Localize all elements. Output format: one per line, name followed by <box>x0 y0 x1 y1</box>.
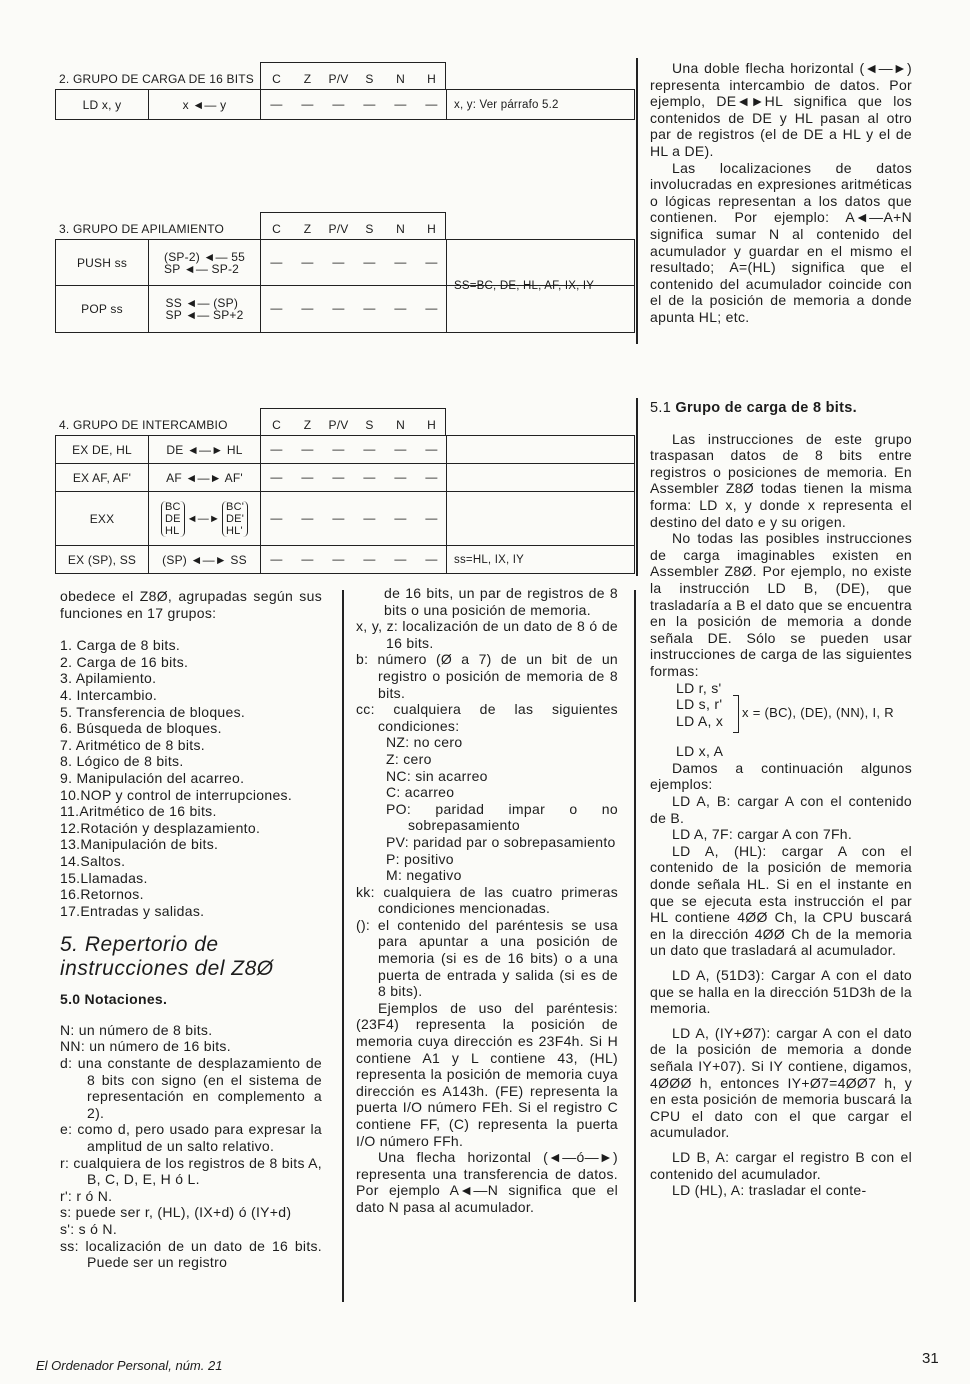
flags-cell <box>261 436 447 463</box>
table-row <box>56 436 634 464</box>
table-row <box>56 464 634 492</box>
table-row <box>56 90 634 119</box>
flag-dash: — <box>332 441 345 456</box>
list-item: Z: cero <box>386 750 432 767</box>
list-item: 13.Manipulación de bits. <box>60 836 219 853</box>
flag-dash: — <box>301 96 314 111</box>
operation-line: SP ◄— SP+2 <box>165 308 244 322</box>
left-column <box>60 588 322 1271</box>
notation-item: d: una constante de desplazamiento de 8 bits con signo (en el sistema de representación en complemento a 2). <box>60 1055 322 1121</box>
flag-dash: — <box>301 510 314 525</box>
flag-dash: — <box>332 551 345 566</box>
paragraph: Una doble flecha horizontal (◄—►) representa intercambio de datos. Por ejemplo, DE◄►HL significa que los contenidos de DE y HL pasan al otro par de registros (el de DE a HL y el de HL a DE). <box>650 60 912 159</box>
flag-dash: — <box>394 301 407 315</box>
flags-cell <box>261 90 447 119</box>
flag-dash: — <box>301 441 314 456</box>
form-item: LD r, s' <box>676 679 722 696</box>
form-item: LD x, A <box>676 743 724 760</box>
table-stack <box>55 212 635 333</box>
flag-dash: — <box>301 254 314 269</box>
flag-header-h: H <box>427 72 436 86</box>
operation-cell: AF ◄—► AF' <box>149 464 261 491</box>
table-exchange <box>55 408 635 574</box>
operation-cell: x ◄— y <box>149 90 261 119</box>
flag-dash: — <box>332 254 345 269</box>
flag-dash: — <box>394 551 407 566</box>
notation-item: e: como d, pero usado para expresar la amplitud de un salto relativo. <box>60 1121 322 1155</box>
operation-line: SS ◄— (SP) <box>165 296 239 310</box>
flag-dash: — <box>363 469 376 484</box>
instruction-cell: EX (SP), SS <box>56 546 149 573</box>
operation-cell <box>149 286 261 332</box>
column-rule <box>636 398 638 576</box>
flag-dash: — <box>270 254 283 269</box>
flag-header-n: N <box>396 72 405 86</box>
list-item: 14.Saltos. <box>60 852 126 869</box>
flag-dash: — <box>363 301 376 315</box>
list-item: 6. Búsqueda de bloques. <box>60 720 222 737</box>
section-heading <box>60 933 322 981</box>
example: LD B, A: cargar el registro B con el contenido del acumulador. <box>650 1148 912 1182</box>
paragraph: Damos a continuación algunos ejemplos: <box>650 759 912 793</box>
flag-dash: — <box>425 96 438 111</box>
example: LD A, (HL): cargar A con el contenido de la posición de memoria donde señala HL. Si en el instante en que se ejecuta esta instrucción el par HL contiene 4ØØ Ch, la CPU buscará en la dirección 4ØØ Ch de la memoria un dato que trasladará al acumulador. <box>650 842 912 959</box>
flag-dash: — <box>301 551 314 566</box>
table-load-16bit <box>55 62 635 120</box>
note-cell: SS=BC, DE, HL, AF, IX, IY <box>454 280 595 292</box>
table-title: 4. GRUPO DE INTERCAMBIO <box>59 418 228 432</box>
flag-header-pv: P/V <box>328 222 349 236</box>
flags-cell <box>261 240 447 285</box>
operation-cell: DE ◄—► HL <box>149 436 261 463</box>
operation-cell <box>149 492 261 545</box>
list-item: 4. Intercambio. <box>60 686 158 703</box>
right-column-top <box>650 60 912 326</box>
list-item: 15.Llamadas. <box>60 869 148 886</box>
example: LD A, B: cargar A con el contenido de B. <box>650 793 912 826</box>
table-header <box>55 212 635 239</box>
table-row <box>56 546 634 573</box>
flag-dash: — <box>332 510 345 525</box>
load-forms <box>650 680 912 760</box>
list-item: 1. Carga de 8 bits. <box>60 637 181 654</box>
flag-headers <box>260 408 446 435</box>
column-rule <box>634 590 636 1302</box>
table-header <box>55 408 635 435</box>
heading-text: Grupo de carga de 8 bits. <box>675 400 857 416</box>
flag-header-z: Z <box>303 418 312 432</box>
flag-dash: — <box>394 510 407 525</box>
flag-dash: — <box>270 510 283 525</box>
notation-item: r': r ó N. <box>60 1187 113 1204</box>
notation-item: NN: un número de 16 bits. <box>60 1038 231 1055</box>
group-list <box>60 637 322 919</box>
instruction-cell: EX AF, AF' <box>56 464 149 491</box>
flag-dash: — <box>425 301 438 315</box>
flag-dash: — <box>394 254 407 269</box>
form-item: LD s, r' <box>676 696 723 713</box>
flag-dash: — <box>425 510 438 525</box>
flag-header-pv: P/V <box>328 418 349 432</box>
register-bc-alt: BC' <box>226 500 245 513</box>
section-heading-line: instrucciones del Z8Ø <box>60 957 274 981</box>
flag-header-s: S <box>365 72 374 86</box>
flag-dash: — <box>363 254 376 269</box>
operation-cell: (SP) ◄—► SS <box>149 546 261 573</box>
notation-item: kk: cualquiera de las cuatro primeras condiciones mencionadas. <box>356 883 618 917</box>
brace <box>733 695 739 733</box>
flag-dash: — <box>270 469 283 484</box>
flag-dash: — <box>301 469 314 484</box>
flags-cell <box>261 492 447 545</box>
flag-dash: — <box>301 301 314 315</box>
column-rule <box>636 58 638 344</box>
notation-item: s: puede ser r, (HL), (IX+d) ó (IY+d) <box>60 1204 292 1221</box>
operation-line: SP ◄— SP-2 <box>164 261 240 276</box>
flag-dash: — <box>363 96 376 111</box>
flag-dash: — <box>425 441 438 456</box>
list-item: 9. Manipulación del acarreo. <box>60 769 245 786</box>
note-cell: ss=HL, IX, IY <box>454 553 525 566</box>
notation-item: s': s ó N. <box>60 1221 118 1237</box>
form-item: LD A, x <box>676 712 724 729</box>
forms-note: x = (BC), (DE), (NN), I, R <box>742 704 894 720</box>
flag-header-h: H <box>427 222 436 236</box>
list-item: 5. Transferencia de bloques. <box>60 703 246 720</box>
column-rule <box>342 590 344 1302</box>
register-de: DE <box>164 512 181 525</box>
flag-dash: — <box>332 301 345 315</box>
footer-publication: El Ordenador Personal, núm. 21 <box>36 1358 223 1373</box>
flag-headers <box>260 212 446 239</box>
flags-cell <box>261 464 447 491</box>
example: LD A, (IY+Ø7): cargar A con el dato de la posición de memoria a donde señala IY+07). Si IY contiene, digamos, 4ØØØ h, entonces IY+Ø7=4ØØ7 h, y en esta posición de memoria buscará la CPU el dato con el que cargar el acumulador. <box>650 1024 912 1141</box>
flag-dash: — <box>270 441 283 456</box>
flag-header-n: N <box>396 418 405 432</box>
flag-dash: — <box>394 96 407 111</box>
table-body <box>55 89 635 120</box>
list-item: PO: paridad impar o no sobrepasamiento <box>386 800 618 834</box>
notation-item: ss: localización de un dato de 16 bits. Puede ser un registro <box>60 1237 322 1271</box>
list-item: 2. Carga de 16 bits. <box>60 653 189 670</box>
table-title: 3. GRUPO DE APILAMIENTO <box>59 222 225 236</box>
page-number: 31 <box>922 1350 939 1367</box>
list-item: PV: paridad par o sobrepasamiento <box>386 833 616 850</box>
list-item: M: negativo <box>386 867 462 884</box>
flag-dash: — <box>425 254 438 269</box>
list-item: 7. Aritmético de 8 bits. <box>60 736 205 753</box>
notation-item: cc: cualquiera de las siguientes condiciones: <box>356 701 618 734</box>
subsection-heading: 5.0 Notaciones. <box>60 991 168 1008</box>
middle-column <box>356 585 618 1216</box>
table-header <box>55 62 635 89</box>
flags-cell <box>261 546 447 573</box>
list-item: 16.Retornos. <box>60 886 144 903</box>
instruction-cell: LD x, y <box>56 90 149 119</box>
flag-header-n: N <box>396 222 405 236</box>
table-row <box>56 492 634 546</box>
list-item: 11.Aritmético de 16 bits. <box>60 803 217 820</box>
operation-line: (SP-2) ◄— 55 <box>164 249 245 264</box>
note-cell: x, y: Ver párrafo 5.2 <box>454 98 559 111</box>
list-item: P: positivo <box>386 850 454 867</box>
notation-item: b: número (Ø a 7) de un bit de un registro o posición de memoria de 8 bits. <box>356 651 618 701</box>
table-body <box>55 239 635 333</box>
exchange-arrow: ◄—► <box>186 512 221 525</box>
register-bc: BC <box>164 500 181 513</box>
paragraph: Una flecha horizontal (◄—ó—►) representa una transferencia de datos. Por ejemplo A◄—N significa que el dato N pasa al acumulador. <box>356 1149 618 1215</box>
operation-cell <box>149 240 261 285</box>
notation-item: (): el contenido del paréntesis se usa para apuntar a una posición de memoria (si es de 16 bits) o a una puerta de entrada y salida (si es de 8 bits). <box>356 916 618 1000</box>
intro-paragraph: obedece el Z8Ø, agrupadas según sus funciones en 17 grupos: <box>60 588 322 621</box>
flag-dash: — <box>425 469 438 484</box>
flag-header-c: C <box>272 222 281 236</box>
flag-header-c: C <box>272 72 281 86</box>
flag-header-s: S <box>365 418 374 432</box>
right-column-bottom <box>650 400 912 1199</box>
flag-dash: — <box>270 551 283 566</box>
flag-header-c: C <box>272 418 281 432</box>
paragraph: Ejemplos de uso del paréntesis: (23F4) representa la posición de memoria cuya dirección es 23F4h. Si H contiene A1 y L contiene 43, (HL) representa la posición de memoria cuya dirección es A143h. (FE) representa la puerta I/O número FEh. Si el registro C contiene FF, (C) representa la puerta I/O número FFh. <box>356 999 618 1149</box>
condition-list <box>356 734 618 883</box>
notation-item: N: un número de 8 bits. <box>60 1021 213 1038</box>
flag-header-z: Z <box>303 222 312 236</box>
flag-dash: — <box>332 469 345 484</box>
table-title: 2. GRUPO DE CARGA DE 16 BITS <box>59 72 254 86</box>
example: LD A, (51D3): Cargar A con el dato que se halla en la dirección 51D3h de la memoria. <box>650 967 912 1017</box>
instruction-cell: PUSH ss <box>56 240 149 285</box>
flag-header-h: H <box>427 418 436 432</box>
list-item: 17.Entradas y salidas. <box>60 902 205 919</box>
heading-number: 5.1 <box>650 400 672 416</box>
instruction-cell: POP ss <box>56 286 149 332</box>
list-item: NC: sin acarreo <box>386 767 488 784</box>
flag-dash: — <box>425 551 438 566</box>
list-item: C: acarreo <box>386 784 455 801</box>
flag-dash: — <box>363 551 376 566</box>
flag-dash: — <box>270 96 283 111</box>
flag-dash: — <box>363 510 376 525</box>
continued-paragraph: de 16 bits, un par de registros de 8 bits o una posición de memoria. <box>384 585 618 618</box>
notation-item: x, y, z: localización de un dato de 8 ó de 16 bits. <box>356 618 618 651</box>
flag-headers <box>260 62 446 89</box>
register-hl-alt: HL' <box>226 524 243 537</box>
example: LD (HL), A: trasladar el conte- <box>672 1182 867 1199</box>
flags-cell <box>261 286 447 332</box>
example: LD A, 7F: cargar A con 7Fh. <box>672 826 853 843</box>
flag-dash: — <box>270 301 283 315</box>
flag-dash: — <box>394 441 407 456</box>
paragraph: Las instrucciones de este grupo traspasan datos de 8 bits entre registros o posiciones de memoria. En Assembler Z8Ø todas tienen la misma forma: LD x, y donde x representa el destino del dato e y su origen. <box>650 430 912 530</box>
register-hl: HL <box>164 524 180 537</box>
paragraph: Las localizaciones de datos involucradas en expresiones aritméticas o lógicas representan a los datos que contienen. Por ejemplo: A◄—A+N significa sumar N al contenido del acumulador y guardar en el mismo el resultado; A=(HL) significa que el contenido del acumulador coincide con el de la posición de memoria a donde apunta HL; etc. <box>650 159 912 325</box>
list-item: NZ: no cero <box>386 734 463 751</box>
list-item: 3. Apilamiento. <box>60 670 157 687</box>
paragraph: No todas las posibles instrucciones de carga imaginables existen en Assembler Z8Ø. Por ejemplo, no existe la instrucción LD B, (DE), que trasladaría a B el dato que se encuentra en la posición de memoria a donde señala DE. Sólo se pueden usar instrucciones de carga de las siguientes formas: <box>650 530 912 679</box>
subsection-heading <box>650 400 912 417</box>
flag-dash: — <box>394 469 407 484</box>
flag-header-pv: P/V <box>328 72 349 86</box>
flag-dash: — <box>363 441 376 456</box>
register-de-alt: DE' <box>226 512 245 525</box>
instruction-cell: EXX <box>56 492 149 545</box>
list-item: 10.NOP y control de interrupciones. <box>60 786 293 803</box>
instruction-cell: EX DE, HL <box>56 436 149 463</box>
section-heading-line: 5. Repertorio de <box>60 933 219 957</box>
flag-dash: — <box>332 96 345 111</box>
list-item: 8. Lógico de 8 bits. <box>60 753 184 770</box>
list-item: 12.Rotación y desplazamiento. <box>60 819 261 836</box>
table-body <box>55 435 635 574</box>
notation-item: r: cualquiera de los registros de 8 bits A, B, C, D, E, H ó L. <box>60 1154 322 1188</box>
flag-header-s: S <box>365 222 374 236</box>
flag-header-z: Z <box>303 72 312 86</box>
